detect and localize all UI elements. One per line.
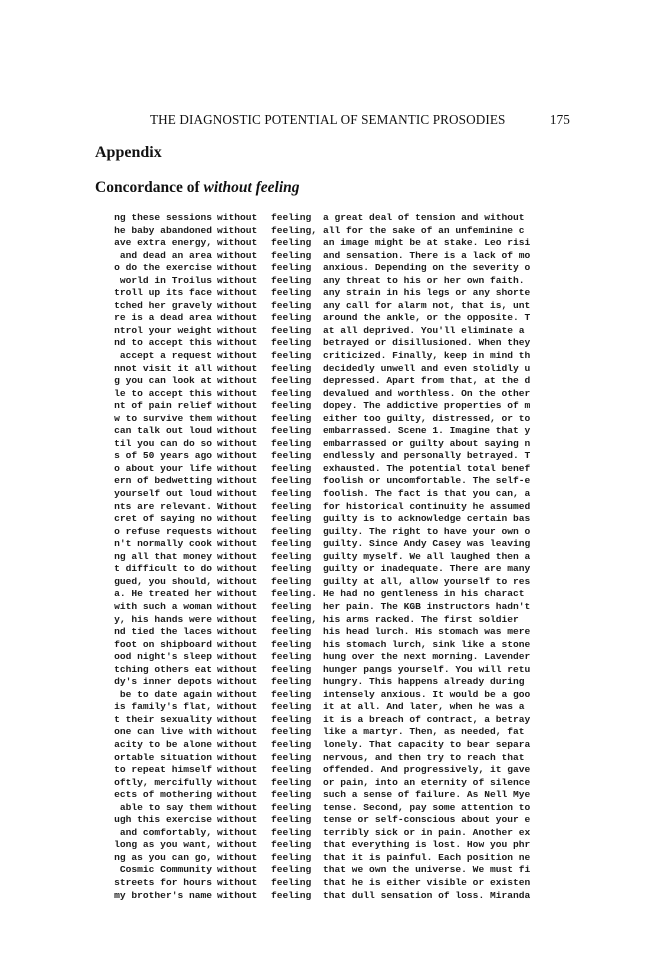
- node-word-without: without: [217, 362, 258, 374]
- concordance-line: [94, 337, 553, 350]
- concordance-line: [94, 551, 553, 564]
- right-context: or pain, into an eternity of silence: [323, 776, 531, 788]
- right-context: his head lurch. His stomach was mere: [323, 626, 531, 638]
- node-word-feeling: feeling: [271, 274, 312, 286]
- left-context: one can live with: [114, 726, 212, 738]
- node-word-without: without: [217, 613, 258, 625]
- node-word-without: without: [217, 274, 258, 286]
- node-word-feeling: feeling: [271, 462, 312, 474]
- right-context: hung over the next morning. Lavender: [323, 651, 531, 663]
- concordance-line: [94, 651, 553, 664]
- node-word-without: without: [217, 676, 258, 688]
- node-word-feeling: feeling: [271, 751, 312, 763]
- node-word-feeling: feeling: [271, 864, 312, 876]
- left-context: ave extra energy,: [114, 237, 212, 249]
- right-context: it is a breach of contract, a betray: [323, 713, 531, 725]
- concordance-line: [94, 262, 553, 275]
- node-word-feeling: feeling: [271, 801, 312, 813]
- node-word-feeling: feeling: [271, 575, 312, 587]
- right-context: guilty myself. We all laughed then a: [323, 550, 531, 562]
- left-context: ortable situation: [114, 751, 212, 763]
- concordance-line: [94, 588, 553, 601]
- right-context: foolish or uncomfortable. The self-e: [323, 475, 531, 487]
- node-word-feeling: feeling: [271, 851, 312, 863]
- left-context: g you can look at: [114, 375, 212, 387]
- right-context: such a sense of failure. As Nell Mye: [323, 789, 531, 801]
- appendix-heading: Appendix: [95, 144, 162, 161]
- concordance-line: [94, 626, 553, 639]
- right-context: any threat to his or her own faith.: [323, 274, 525, 286]
- node-word-without: without: [217, 776, 258, 788]
- node-word-without: without: [217, 889, 258, 901]
- right-context: devalued and worthless. On the other: [323, 387, 531, 399]
- left-context: o do the exercise: [114, 262, 212, 274]
- node-word-without: without: [217, 851, 258, 863]
- node-word-without: without: [217, 713, 258, 725]
- right-context: all for the sake of an unfeminine c: [323, 224, 525, 236]
- node-word-without: without: [217, 801, 258, 813]
- node-word-without: without: [217, 262, 258, 274]
- right-context: any strain in his legs or any shorte: [323, 287, 531, 299]
- right-context: guilty. Since Andy Casey was leaving: [323, 538, 531, 550]
- left-context: ng all that money: [114, 550, 212, 562]
- concordance-line: [94, 438, 553, 451]
- concordance-line: [94, 225, 553, 238]
- node-word-without: without: [217, 450, 258, 462]
- node-word-without: without: [217, 864, 258, 876]
- node-word-without: without: [217, 224, 258, 236]
- right-context: embarrassed. Scene 1. Imagine that y: [323, 425, 531, 437]
- left-context: world in Troilus: [114, 274, 212, 286]
- node-word-without: without: [217, 738, 258, 750]
- node-word-feeling: feeling: [271, 525, 312, 537]
- node-word-feeling: feeling: [271, 839, 312, 851]
- concordance-line: [94, 300, 553, 313]
- concordance-line: [94, 501, 553, 514]
- right-context: intensely anxious. It would be a goo: [323, 688, 531, 700]
- concordance-title-prefix: Concordance of: [95, 179, 204, 196]
- left-context: gued, you should,: [114, 575, 212, 587]
- right-context: tense. Second, pay some attention to: [323, 801, 531, 813]
- concordance-line: [94, 312, 553, 325]
- left-context: t difficult to do: [114, 563, 212, 575]
- concordance-line: [94, 388, 553, 401]
- right-context: guilty at all, allow yourself to res: [323, 575, 531, 587]
- node-word-feeling: feeling: [271, 450, 312, 462]
- node-word-without: without: [217, 350, 258, 362]
- left-context: oftly, mercifully: [114, 776, 212, 788]
- node-word-without: without: [217, 726, 258, 738]
- node-word-without: without: [217, 425, 258, 437]
- node-word-without: without: [217, 538, 258, 550]
- right-context: betrayed or disillusioned. When they: [323, 337, 531, 349]
- left-context: nd to accept this: [114, 337, 212, 349]
- node-word-without: Without: [217, 500, 258, 512]
- right-context: endlessly and personally betrayed. T: [323, 450, 531, 462]
- concordance-line: [94, 325, 553, 338]
- right-context: embarrassed or guilty about saying n: [323, 437, 531, 449]
- node-word-feeling: feeling,: [271, 224, 318, 236]
- left-context: re is a dead area: [114, 312, 212, 324]
- concordance-line: [94, 237, 553, 250]
- node-word-without: without: [217, 312, 258, 324]
- concordance-line: [94, 789, 553, 802]
- right-context: and sensation. There is a lack of mo: [323, 249, 531, 261]
- node-word-without: without: [217, 400, 258, 412]
- left-context: and comfortably,: [114, 826, 212, 838]
- left-context: foot on shipboard: [114, 638, 212, 650]
- right-context: guilty or inadequate. There are many: [323, 563, 531, 575]
- node-word-feeling: feeling.: [271, 588, 318, 600]
- node-word-without: without: [217, 663, 258, 675]
- node-word-feeling: feeling: [271, 876, 312, 888]
- node-word-without: without: [217, 287, 258, 299]
- node-word-feeling: feeling: [271, 638, 312, 650]
- left-context: streets for hours: [114, 876, 212, 888]
- left-context: be to date again: [114, 688, 212, 700]
- concordance-line: [94, 689, 553, 702]
- node-word-feeling: feeling: [271, 375, 312, 387]
- concordance-line: [94, 614, 553, 627]
- node-word-without: without: [217, 588, 258, 600]
- right-context: it at all. And later, when he was a: [323, 701, 525, 713]
- node-word-without: without: [217, 387, 258, 399]
- left-context: ntrol your weight: [114, 324, 212, 336]
- right-context: terribly sick or in pain. Another ex: [323, 826, 531, 838]
- node-word-feeling: feeling: [271, 425, 312, 437]
- concordance-line: [94, 275, 553, 288]
- node-word-without: without: [217, 299, 258, 311]
- right-context: guilty is to acknowledge certain bas: [323, 513, 531, 525]
- left-context: til you can do so: [114, 437, 212, 449]
- left-context: can talk out loud: [114, 425, 212, 437]
- right-context: guilty. The right to have your own o: [323, 525, 531, 537]
- right-context: lonely. That capacity to bear separa: [323, 738, 531, 750]
- concordance-line: [94, 864, 553, 877]
- left-context: yourself out loud: [114, 488, 212, 500]
- right-context: offended. And progressively, it gave: [323, 764, 531, 776]
- node-word-feeling: feeling: [271, 538, 312, 550]
- concordance-line: [94, 363, 553, 376]
- node-word-feeling: feeling: [271, 688, 312, 700]
- concordance-line: [94, 827, 553, 840]
- node-word-feeling: feeling: [271, 387, 312, 399]
- concordance-title: [95, 179, 300, 197]
- node-word-feeling: feeling: [271, 814, 312, 826]
- right-context: tense or self-conscious about your e: [323, 814, 531, 826]
- left-context: ng as you can go,: [114, 851, 212, 863]
- node-word-without: without: [217, 876, 258, 888]
- right-context: anxious. Depending on the severity o: [323, 262, 531, 274]
- left-context: troll up its face: [114, 287, 212, 299]
- left-context: n't normally cook: [114, 538, 212, 550]
- node-word-without: without: [217, 563, 258, 575]
- right-context: his arms racked. The first soldier: [323, 613, 519, 625]
- concordance-line: [94, 664, 553, 677]
- concordance-line: [94, 463, 553, 476]
- concordance-line: [94, 601, 553, 614]
- right-context: that we own the universe. We must fi: [323, 864, 531, 876]
- concordance-line: [94, 802, 553, 815]
- left-context: is family's flat,: [114, 701, 212, 713]
- left-context: o refuse requests: [114, 525, 212, 537]
- concordance-line: [94, 714, 553, 727]
- left-context: t their sexuality: [114, 713, 212, 725]
- right-context: hunger pangs yourself. You will retu: [323, 663, 531, 675]
- right-context: hungry. This happens already during: [323, 676, 525, 688]
- right-context: a great deal of tension and without: [323, 212, 525, 223]
- node-word-without: without: [217, 575, 258, 587]
- right-context: either too guilty, distressed, or to: [323, 412, 531, 424]
- left-context: with such a woman: [114, 600, 212, 612]
- node-word-feeling: feeling: [271, 299, 312, 311]
- concordance-line: [94, 375, 553, 388]
- node-word-feeling: feeling: [271, 350, 312, 362]
- node-word-without: without: [217, 550, 258, 562]
- right-context: her pain. The KGB instructors hadn't: [323, 600, 531, 612]
- right-context: that everything is lost. How you phr: [323, 839, 531, 851]
- node-word-without: without: [217, 701, 258, 713]
- node-word-feeling: feeling: [271, 312, 312, 324]
- right-context: for historical continuity he assumed: [323, 500, 531, 512]
- left-context: my brother's name: [114, 889, 212, 901]
- node-word-feeling: feeling: [271, 626, 312, 638]
- node-word-without: without: [217, 488, 258, 500]
- concordance-line: [94, 287, 553, 300]
- right-context: He had no gentleness in his charact: [323, 588, 525, 600]
- concordance-line: [94, 513, 553, 526]
- right-context: that dull sensation of loss. Miranda: [323, 889, 531, 901]
- concordance-lines: [94, 212, 553, 902]
- concordance-line: [94, 350, 553, 363]
- concordance-line: [94, 526, 553, 539]
- node-word-without: without: [217, 600, 258, 612]
- concordance-line: [94, 425, 553, 438]
- right-context: decidedly unwell and even stolidly u: [323, 362, 531, 374]
- running-head: [150, 112, 590, 128]
- left-context: s of 50 years ago: [114, 450, 212, 462]
- node-word-without: without: [217, 826, 258, 838]
- node-word-feeling: feeling: [271, 212, 312, 223]
- concordance-line: [94, 852, 553, 865]
- left-context: nts are relevant.: [114, 500, 212, 512]
- node-word-without: without: [217, 375, 258, 387]
- left-context: nd tied the laces: [114, 626, 212, 638]
- node-word-without: without: [217, 412, 258, 424]
- concordance-line: [94, 764, 553, 777]
- node-word-without: without: [217, 237, 258, 249]
- concordance-line: [94, 488, 553, 501]
- node-word-without: without: [217, 688, 258, 700]
- right-context: around the ankle, or the opposite. T: [323, 312, 531, 324]
- concordance-line: [94, 212, 553, 225]
- node-word-feeling: feeling: [271, 789, 312, 801]
- running-title: THE DIAGNOSTIC POTENTIAL OF SEMANTIC PROSODIES: [150, 112, 506, 127]
- left-context: able to say them: [114, 801, 212, 813]
- right-context: his stomach lurch, sink like a stone: [323, 638, 531, 650]
- left-context: dy's inner depots: [114, 676, 212, 688]
- node-word-feeling: feeling: [271, 826, 312, 838]
- left-context: ood night's sleep: [114, 651, 212, 663]
- node-word-without: without: [217, 525, 258, 537]
- node-word-feeling: feeling: [271, 713, 312, 725]
- left-context: nnot visit it all: [114, 362, 212, 374]
- node-word-without: without: [217, 764, 258, 776]
- node-word-feeling: feeling: [271, 676, 312, 688]
- concordance-line: [94, 450, 553, 463]
- left-context: accept a request: [114, 350, 212, 362]
- right-context: at all deprived. You'll eliminate a: [323, 324, 525, 336]
- concordance-line: [94, 739, 553, 752]
- concordance-line: [94, 413, 553, 426]
- concordance-line: [94, 250, 553, 263]
- right-context: like a martyr. Then, as needed, fat: [323, 726, 525, 738]
- left-context: le to accept this: [114, 387, 212, 399]
- left-context: he baby abandoned: [114, 224, 212, 236]
- node-word-feeling: feeling: [271, 488, 312, 500]
- concordance-line: [94, 701, 553, 714]
- left-context: y, his hands were: [114, 613, 212, 625]
- left-context: cret of saying no: [114, 513, 212, 525]
- concordance-line: [94, 726, 553, 739]
- node-word-feeling: feeling: [271, 337, 312, 349]
- node-word-feeling: feeling: [271, 663, 312, 675]
- left-context: ects of mothering: [114, 789, 212, 801]
- node-word-feeling: feeling: [271, 400, 312, 412]
- right-context: any call for alarm not, that is, unt: [323, 299, 531, 311]
- right-context: nervous, and then try to reach that: [323, 751, 525, 763]
- left-context: tching others eat: [114, 663, 212, 675]
- node-word-without: without: [217, 324, 258, 336]
- node-word-feeling: feeling: [271, 600, 312, 612]
- left-context: nt of pain relief: [114, 400, 212, 412]
- left-context: and dead an area: [114, 249, 212, 261]
- node-word-without: without: [217, 249, 258, 261]
- left-context: Cosmic Community: [114, 864, 212, 876]
- concordance-line: [94, 752, 553, 765]
- node-word-without: without: [217, 839, 258, 851]
- left-context: ugh this exercise: [114, 814, 212, 826]
- node-word-without: without: [217, 651, 258, 663]
- right-context: dopey. The addictive properties of m: [323, 400, 531, 412]
- concordance-line: [94, 877, 553, 890]
- concordance-line: [94, 639, 553, 652]
- left-context: acity to be alone: [114, 738, 212, 750]
- right-context: foolish. The fact is that you can, a: [323, 488, 531, 500]
- left-context: tched her gravely: [114, 299, 212, 311]
- node-word-feeling: feeling: [271, 726, 312, 738]
- node-word-feeling: feeling: [271, 437, 312, 449]
- node-word-feeling: feeling: [271, 412, 312, 424]
- node-word-feeling: feeling: [271, 513, 312, 525]
- node-word-feeling: feeling: [271, 563, 312, 575]
- node-word-feeling: feeling: [271, 249, 312, 261]
- node-word-feeling: feeling: [271, 550, 312, 562]
- concordance-line: [94, 890, 553, 903]
- node-word-feeling: feeling: [271, 776, 312, 788]
- concordance-line: [94, 400, 553, 413]
- node-word-without: without: [217, 212, 258, 223]
- concordance-line: [94, 576, 553, 589]
- node-word-feeling: feeling: [271, 500, 312, 512]
- node-word-feeling: feeling: [271, 287, 312, 299]
- node-word-without: without: [217, 638, 258, 650]
- node-word-feeling: feeling: [271, 701, 312, 713]
- right-context: an image might be at stake. Leo risi: [323, 237, 531, 249]
- node-word-feeling: feeling,: [271, 613, 318, 625]
- concordance-line: [94, 563, 553, 576]
- left-context: o about your life: [114, 462, 212, 474]
- node-word-feeling: feeling: [271, 738, 312, 750]
- concordance-line: [94, 839, 553, 852]
- node-word-without: without: [217, 814, 258, 826]
- concordance-line: [94, 676, 553, 689]
- concordance-title-keyword: without feeling: [203, 179, 300, 196]
- node-word-without: without: [217, 437, 258, 449]
- left-context: to repeat himself: [114, 764, 212, 776]
- node-word-feeling: feeling: [271, 764, 312, 776]
- node-word-without: without: [217, 626, 258, 638]
- left-context: ern of bedwetting: [114, 475, 212, 487]
- concordance-line: [94, 777, 553, 790]
- node-word-without: without: [217, 513, 258, 525]
- right-context: that it is painful. Each position ne: [323, 851, 531, 863]
- node-word-without: without: [217, 789, 258, 801]
- right-context: that he is either visible or existen: [323, 876, 531, 888]
- concordance-line: [94, 538, 553, 551]
- left-context: a. He treated her: [114, 588, 212, 600]
- right-context: criticized. Finally, keep in mind th: [323, 350, 531, 362]
- node-word-feeling: feeling: [271, 889, 312, 901]
- node-word-without: without: [217, 462, 258, 474]
- node-word-feeling: feeling: [271, 324, 312, 336]
- node-word-feeling: feeling: [271, 262, 312, 274]
- node-word-feeling: feeling: [271, 237, 312, 249]
- node-word-without: without: [217, 475, 258, 487]
- node-word-feeling: feeling: [271, 651, 312, 663]
- concordance-line: [94, 814, 553, 827]
- node-word-without: without: [217, 751, 258, 763]
- right-context: depressed. Apart from that, at the d: [323, 375, 531, 387]
- node-word-without: without: [217, 337, 258, 349]
- left-context: ng these sessions: [114, 212, 212, 223]
- node-word-feeling: feeling: [271, 362, 312, 374]
- left-context: w to survive them: [114, 412, 212, 424]
- right-context: exhausted. The potential total benef: [323, 462, 531, 474]
- concordance-line: [94, 475, 553, 488]
- page-number: 175: [549, 112, 570, 127]
- left-context: long as you want,: [114, 839, 212, 851]
- node-word-feeling: feeling: [271, 475, 312, 487]
